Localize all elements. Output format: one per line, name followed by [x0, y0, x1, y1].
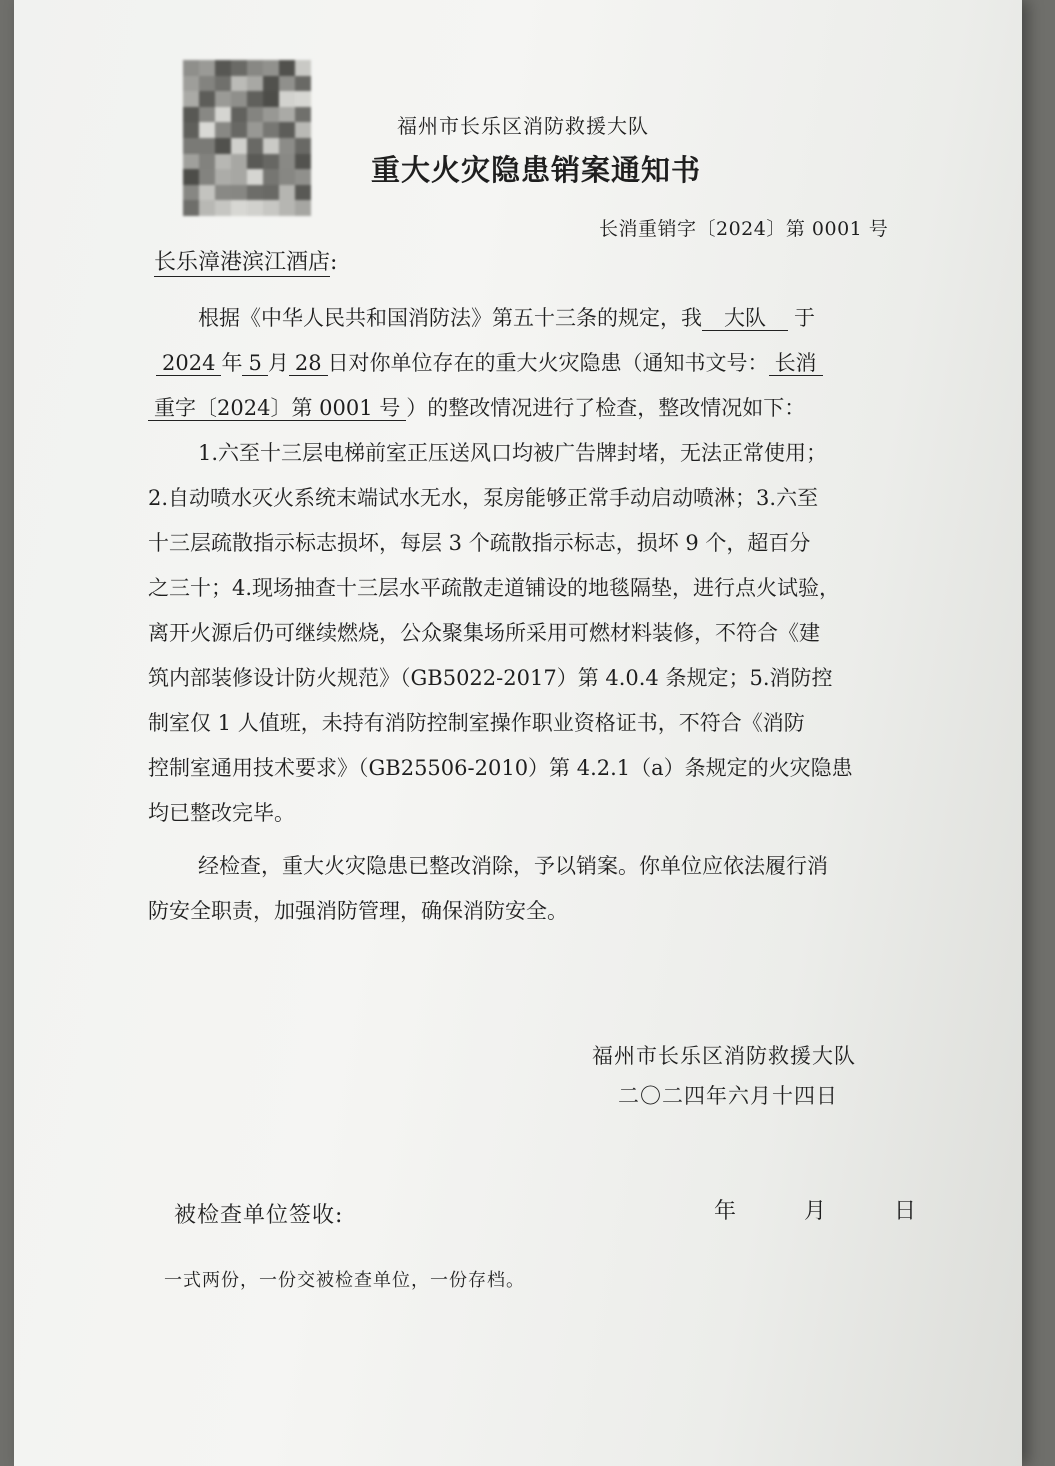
qr-cell	[183, 76, 199, 92]
qr-cell	[199, 122, 215, 138]
qr-cell	[279, 138, 295, 154]
qr-cell	[231, 200, 247, 216]
qr-cell	[263, 60, 279, 76]
qr-cell	[247, 169, 263, 185]
rect-line: 筑内部装修设计防火规范》（GB5022-2017）第 4.0.4 条规定；5.消防控	[148, 666, 833, 690]
qr-cell	[279, 122, 295, 138]
qr-cell	[279, 154, 295, 170]
qr-cell	[295, 154, 311, 170]
qr-cell	[263, 200, 279, 216]
qr-cell	[295, 107, 311, 123]
signature-date: 二〇二四年六月十四日	[618, 1084, 838, 1108]
inspection-year: 2024	[156, 351, 221, 376]
qr-cell	[215, 107, 231, 123]
qr-cell	[295, 60, 311, 76]
notice-ref-part2: 重字〔2024〕第 0001 号	[148, 396, 406, 421]
qr-cell	[231, 76, 247, 92]
qr-cell	[231, 185, 247, 201]
qr-cell	[183, 154, 199, 170]
issuing-org: 福州市长乐区消防救援大队	[397, 114, 649, 138]
qr-cell	[199, 185, 215, 201]
inspection-month: 5	[242, 351, 267, 376]
qr-cell	[295, 76, 311, 92]
qr-cell	[263, 185, 279, 201]
notice-body	[148, 296, 923, 934]
qr-cell	[199, 60, 215, 76]
qr-cell	[183, 138, 199, 154]
document-title: 重大火灾隐患销案通知书	[371, 153, 702, 187]
qr-cell	[215, 154, 231, 170]
qr-cell	[247, 138, 263, 154]
qr-cell	[295, 169, 311, 185]
receipt-label: 被检查单位签收:	[174, 1203, 344, 1228]
qr-cell	[263, 122, 279, 138]
intro-text: 根据《中华人民共和国消防法》第五十三条的规定，我	[198, 306, 702, 330]
inspecting-unit: 大队	[702, 306, 788, 331]
qr-cell	[279, 107, 295, 123]
qr-cell	[247, 154, 263, 170]
qr-cell	[247, 107, 263, 123]
rect-line: 离开火源后仍可继续燃烧，公众聚集场所采用可燃材料装修，不符合《建	[148, 621, 820, 645]
qr-cell	[183, 122, 199, 138]
qr-cell	[295, 185, 311, 201]
intro-line-1	[148, 296, 923, 341]
qr-cell	[199, 107, 215, 123]
qr-cell	[263, 107, 279, 123]
intro-line-2	[148, 341, 923, 386]
qr-cell	[199, 154, 215, 170]
qr-cell	[231, 138, 247, 154]
qr-cell	[295, 91, 311, 107]
rect-line: 2.自动喷水灭火系统末端试水无水，泵房能够正常手动启动喷淋；3.六至	[148, 486, 819, 510]
qr-cell	[215, 122, 231, 138]
conclusion-line: 防安全职责，加强消防管理，确保消防安全。	[148, 899, 568, 923]
qr-cell	[295, 200, 311, 216]
qr-cell	[231, 154, 247, 170]
qr-cell	[279, 169, 295, 185]
document-page	[14, 0, 1022, 1466]
qr-cell	[183, 169, 199, 185]
qr-cell	[247, 200, 263, 216]
conclusion-line: 经检查，重大火灾隐患已整改消除，予以销案。你单位应依法履行消	[198, 854, 828, 878]
qr-cell	[295, 122, 311, 138]
recipient	[154, 245, 337, 276]
qr-cell	[279, 76, 295, 92]
qr-cell	[231, 122, 247, 138]
qr-cell	[263, 169, 279, 185]
footer-note: 一式两份，一份交被检查单位，一份存档。	[164, 1270, 525, 1291]
receipt-day-label: 日	[894, 1199, 917, 1224]
qr-cell	[183, 91, 199, 107]
qr-code-blurred	[183, 60, 311, 216]
qr-cell	[199, 200, 215, 216]
qr-cell	[263, 154, 279, 170]
qr-cell	[247, 185, 263, 201]
qr-cell	[279, 185, 295, 201]
qr-cell	[231, 60, 247, 76]
qr-cell	[279, 60, 295, 76]
qr-cell	[247, 76, 263, 92]
qr-cell	[215, 60, 231, 76]
rect-line: 1.六至十三层电梯前室正压送风口均被广告牌封堵，无法正常使用；	[198, 441, 828, 465]
receipt-year-label: 年	[714, 1199, 737, 1224]
intro-text-3: ）的整改情况进行了检查，整改情况如下：	[406, 396, 806, 420]
qr-cell	[247, 60, 263, 76]
qr-cell	[199, 138, 215, 154]
recipient-colon: :	[330, 250, 338, 275]
intro-text-2: 日对你单位存在的重大火灾隐患（通知书文号：	[327, 351, 769, 375]
intro-line-3	[148, 386, 923, 431]
qr-cell	[183, 60, 199, 76]
document-number: 长消重销字〔2024〕第 0001 号	[599, 218, 889, 240]
notice-ref-part1: 长消	[769, 351, 823, 376]
qr-cell	[263, 138, 279, 154]
qr-cell	[183, 200, 199, 216]
rect-line: 控制室通用技术要求》（GB25506-2010）第 4.2.1（a）条规定的火灾隐患	[148, 756, 853, 780]
month-label: 月	[267, 351, 289, 375]
receipt-month-label: 月	[804, 1199, 827, 1224]
qr-cell	[199, 169, 215, 185]
qr-cell	[183, 185, 199, 201]
qr-cell	[231, 169, 247, 185]
qr-cell	[231, 107, 247, 123]
qr-cell	[247, 122, 263, 138]
qr-cell	[279, 200, 295, 216]
qr-cell	[215, 91, 231, 107]
qr-cell	[183, 107, 199, 123]
year-label: 年	[221, 351, 243, 375]
intro-text-yu: 于	[794, 306, 815, 330]
signature-org: 福州市长乐区消防救援大队	[592, 1044, 856, 1068]
qr-cell	[199, 91, 215, 107]
qr-cell	[247, 91, 263, 107]
rect-line: 之三十；4.现场抽查十三层水平疏散走道铺设的地毯隔垫，进行点火试验，	[148, 576, 841, 600]
qr-cell	[263, 76, 279, 92]
qr-cell	[215, 185, 231, 201]
recipient-name: 长乐漳港滨江酒店	[154, 250, 331, 275]
rect-line: 均已整改完毕。	[148, 801, 295, 825]
rect-line: 制室仅 1 人值班，未持有消防控制室操作职业资格证书，不符合《消防	[148, 711, 805, 735]
qr-cell	[215, 76, 231, 92]
qr-cell	[263, 91, 279, 107]
qr-cell	[215, 138, 231, 154]
qr-cell	[215, 200, 231, 216]
qr-cell	[279, 91, 295, 107]
qr-cell	[231, 91, 247, 107]
qr-cell	[215, 169, 231, 185]
inspection-day: 28	[289, 351, 328, 376]
qr-cell	[199, 76, 215, 92]
qr-cell	[295, 138, 311, 154]
rect-line: 十三层疏散指示标志损坏，每层 3 个疏散指示标志，损坏 9 个，超百分	[148, 531, 811, 555]
